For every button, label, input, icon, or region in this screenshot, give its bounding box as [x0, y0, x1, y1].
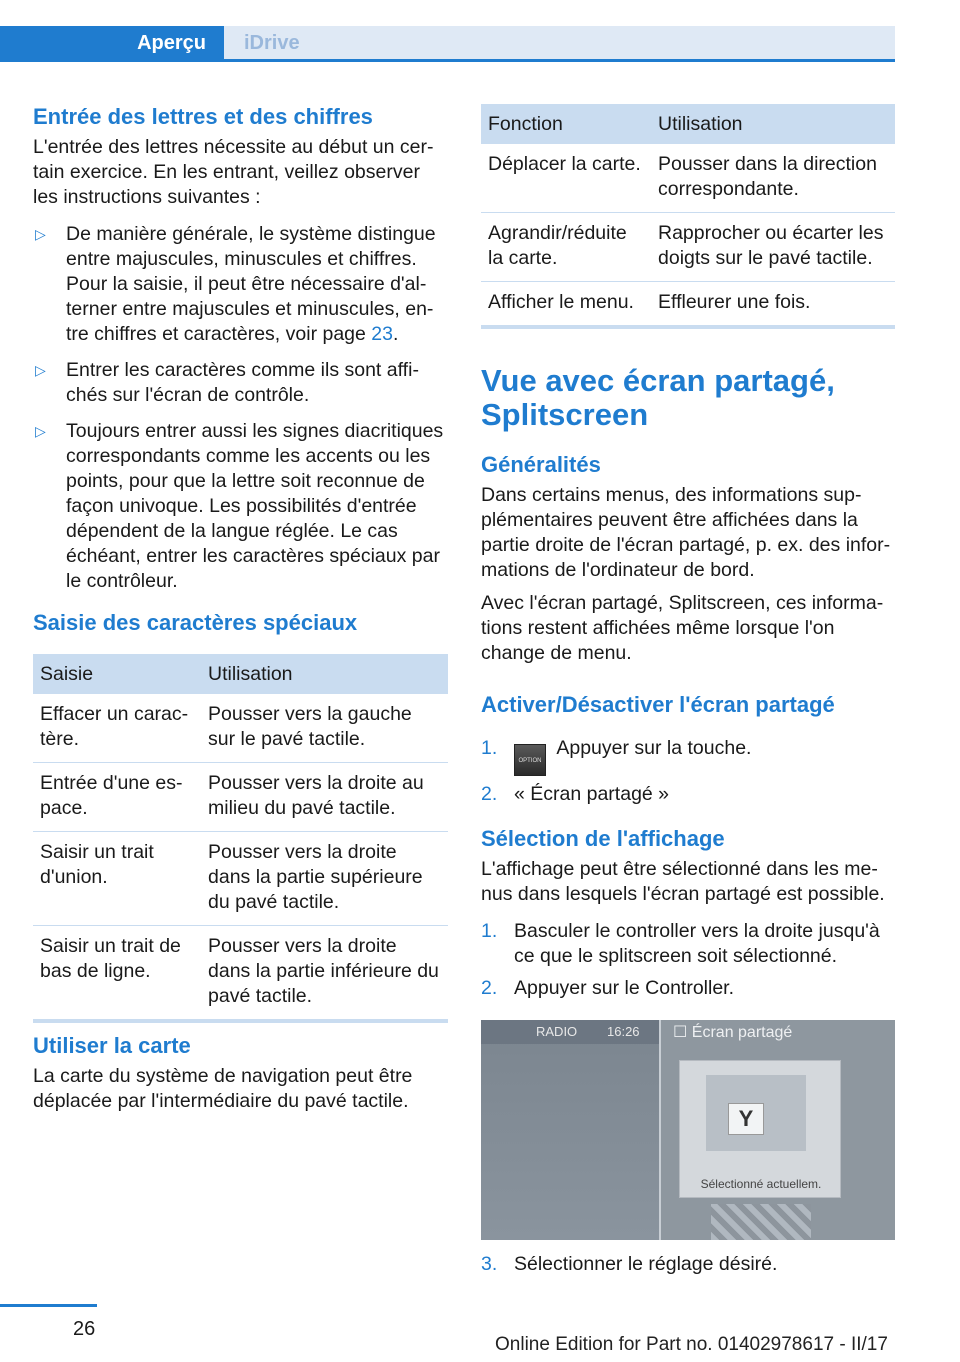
list-item: [33, 222, 448, 347]
table-cell: Saisir un trait d'union.: [33, 832, 201, 926]
table-cell: Effacer un caractère.: [33, 694, 201, 763]
table-end-rule: [33, 1019, 448, 1023]
list-item: [481, 731, 895, 776]
screenshot-radio-label: RADIO: [536, 1024, 578, 1039]
tab-idrive[interactable]: iDrive: [224, 26, 895, 60]
table-cell: Pousser vers la gauche sur le pavé tactile.: [201, 694, 448, 763]
section-selection: [481, 825, 895, 1001]
list-item: [481, 1252, 895, 1277]
list-item-tail: .: [392, 323, 399, 345]
chapter-title: Vue avec écran partagé, Splitscreen: [481, 363, 835, 432]
step-number: 3.: [481, 1253, 498, 1275]
splitscreen-screenshot: [481, 1020, 895, 1240]
screenshot-clock: 16:26: [607, 1024, 640, 1039]
step-text: Basculer le controller vers la droite jusqu'à ce que le splitscreen soit sélectionné.: [514, 920, 880, 967]
section-title: Sélection de l'affichage: [481, 826, 725, 851]
list-item: [33, 358, 448, 408]
table-row: [481, 282, 895, 326]
section-special-chars: [33, 609, 448, 1023]
section-use-map: [33, 1032, 448, 1114]
screenshot-main-area: [481, 1020, 659, 1240]
step-text: Appuyer sur le Controller.: [514, 977, 735, 999]
tab-apercu[interactable]: Aperçu: [0, 26, 224, 60]
footer-rule: [0, 1304, 97, 1307]
section-title: Entrée des lettres et des chiffres: [33, 104, 373, 129]
table-header: Utilisation: [201, 654, 448, 694]
table-cell: Pousser vers la droite au milieu du pavé tactile.: [201, 763, 448, 832]
bullet-triangle-icon: ▷: [35, 423, 46, 439]
section-letters-digits: [33, 103, 448, 594]
header-rule: [0, 59, 895, 62]
step-text: « Écran partagé »: [514, 783, 670, 805]
table-cell: Saisir un trait de bas de ligne.: [40, 935, 181, 982]
edition-note: Online Edition for Part no. 01402978617 - II/17: [495, 1334, 888, 1355]
table-header: Fonction: [481, 104, 651, 144]
list-item: [481, 782, 895, 807]
screenshot-map-pattern: [711, 1204, 811, 1240]
section-title: Utiliser la carte: [33, 1033, 191, 1058]
list-item: [481, 919, 895, 969]
table-header: Saisie: [33, 654, 201, 694]
section-general: [481, 451, 895, 666]
bullet-triangle-icon: ▷: [35, 362, 46, 378]
page-number: 26: [73, 1318, 96, 1340]
map-functions: [481, 104, 895, 329]
step-number: 2.: [481, 977, 498, 999]
table-cell: Déplacer la carte.: [481, 144, 651, 213]
table-cell: Entrée d'une espace.: [33, 763, 201, 832]
table-cell: Effleurer une fois.: [658, 291, 811, 313]
list-item: [33, 419, 448, 594]
bullet-triangle-icon: ▷: [35, 226, 46, 242]
list-item-text: De manière générale, le système distingue entre majuscules, minuscules et chiffres. Pour la saisie, il peut être nécessaire d'alterner entre majuscules et minuscules, entre chiffres et caractères, voir page: [66, 223, 436, 345]
section-title: Saisie des caractères spéciaux: [33, 610, 358, 635]
table-header: Utilisation: [651, 104, 895, 144]
list-item-text: Entrer les caractères comme ils sont affichés sur l'écran de contrôle.: [66, 359, 419, 406]
screenshot-caption: Sélectionné actuellem.: [700, 1177, 822, 1191]
paragraph: Dans certains menus, des informations supplémentaires peuvent être affichées dans la partie droite de l'écran partagé, p. ex. des informations de l'ordinateur de bord.: [481, 484, 891, 581]
table-end-rule: [481, 325, 895, 329]
page-link[interactable]: 23: [371, 323, 393, 345]
option-button-icon: OPTION: [514, 744, 546, 776]
fork-arrow-icon: Y: [728, 1103, 764, 1135]
step-text: Sélectionner le réglage désiré.: [514, 1253, 778, 1275]
table-row: [481, 213, 895, 282]
section-splitscreen: [481, 364, 895, 432]
section-title: Généralités: [481, 452, 601, 477]
table-row: [33, 832, 448, 926]
table-row: [33, 926, 448, 1020]
section-text: La carte du système de navigation peut être déplacée par l'intermédiaire du pavé tactile.: [33, 1065, 413, 1112]
table-cell: Pousser vers la droite dans la partie inférieure du pavé tactile.: [208, 935, 439, 1007]
table-row: [33, 763, 448, 832]
table-cell: Rapprocher ou écarter les doigts sur le pavé tactile.: [651, 213, 895, 282]
paragraph: L'affichage peut être sélectionné dans les menus dans lesquels l'écran partagé est possible.: [481, 858, 885, 905]
steps-list: [481, 919, 895, 1001]
step-number: 1.: [481, 920, 498, 942]
step-3: [481, 1252, 895, 1277]
steps-list: [481, 1252, 895, 1277]
intro-text: L'entrée des lettres nécessite au début un certain exercice. En les entrant, veillez observer les instructions suivantes :: [33, 136, 434, 208]
steps-list: [481, 731, 895, 807]
list-item-text: Toujours entrer aussi les signes diacritiques correspondants comme les accents ou les points, pour que la lettre soit reconnue de façon univoque. Les possibilités d'entrée dépendent de la langue réglée. Le cas échéant, entrer les caractères spéciaux par le contrôleur.: [66, 420, 444, 592]
section-activate: [481, 691, 895, 807]
page-header: [0, 0, 895, 62]
paragraph: Avec l'écran partagé, Splitscreen, ces informations restent affichées même lorsque l'on change de menu.: [481, 592, 884, 664]
table-cell: Pousser dans la direction correspondante.: [651, 144, 895, 213]
map-functions-table: [481, 104, 895, 325]
instruction-list: [33, 222, 448, 594]
section-title: Activer/Désactiver l'écran partagé: [481, 692, 835, 717]
table-row: [33, 694, 448, 763]
table-cell: Agrandir/réduite la carte.: [481, 213, 651, 282]
table-cell: Pousser vers la droite dans la partie supérieure du pavé tactile.: [201, 832, 448, 926]
screenshot-selection-box: [679, 1060, 841, 1198]
list-item: [481, 976, 895, 1001]
screenshot-split-panel: [661, 1020, 895, 1240]
table-cell: Afficher le menu.: [488, 291, 634, 313]
step-number: 1.: [481, 737, 498, 759]
special-chars-table: [33, 654, 448, 1019]
screenshot-panel-title: ☐ Écran partagé: [673, 1024, 793, 1041]
step-number: 2.: [481, 783, 498, 805]
table-row: [481, 144, 895, 213]
step-text: Appuyer sur la touche.: [556, 737, 752, 759]
